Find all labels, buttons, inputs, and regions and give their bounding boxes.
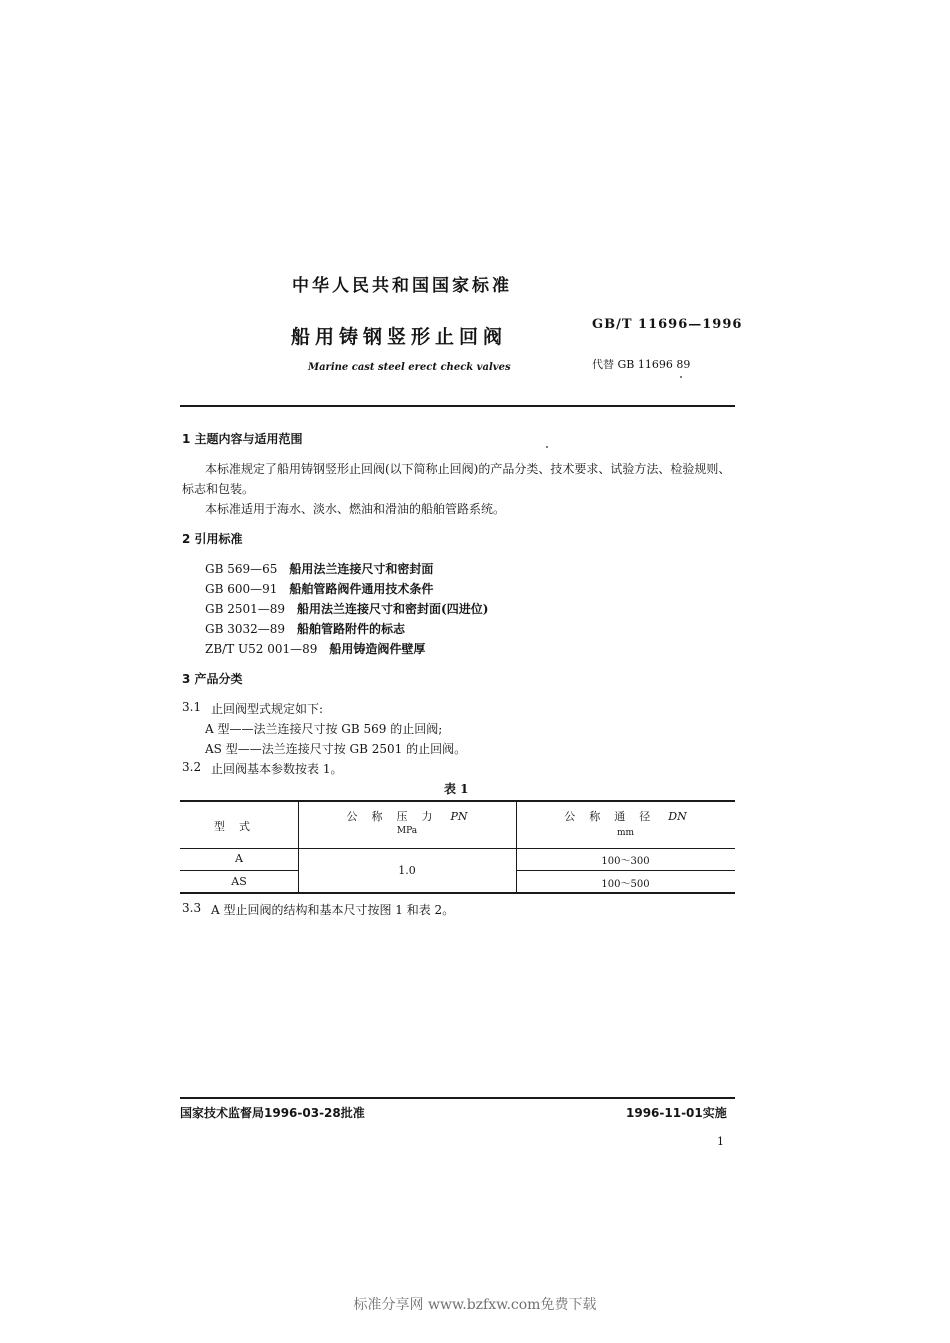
clause-3-2-text: 止回阀基本参数按表 1。 xyxy=(211,762,343,776)
clause-3-1-text: 止回阀型式规定如下: xyxy=(211,702,324,716)
table-cell-type: A xyxy=(235,852,243,865)
reference-title: 船用法兰连接尺寸和密封面(四进位) xyxy=(297,602,489,616)
clause-3-3-text: A 型止回阀的结构和基本尺寸按图 1 和表 2。 xyxy=(211,903,455,917)
table-header-diameter xyxy=(516,808,735,824)
reference-title: 船用铸造阀件壁厚 xyxy=(329,642,426,656)
reference-item xyxy=(205,580,433,597)
table-cell-nominal-pressure: 1.0 xyxy=(398,864,416,877)
footer-divider xyxy=(180,1097,735,1099)
section-1-paragraph-2: 本标准适用于海水、淡水、燃油和滑油的船舶管路系统。 xyxy=(205,502,506,516)
clause-3-1-type-a: A 型——法兰连接尺寸按 GB 569 的止回阀; xyxy=(205,722,443,736)
scan-speck xyxy=(546,446,548,448)
table-header-diameter-symbol: DN xyxy=(668,810,687,823)
table-cell-type: AS xyxy=(231,875,247,888)
table-header-rule xyxy=(180,848,735,849)
standard-title-english: Marine cast steel erect check valves xyxy=(308,362,511,373)
clause-3-3-number: 3.3 xyxy=(182,901,202,915)
approval-date: 国家技术监督局1996-03-28批准 xyxy=(180,1106,365,1120)
scan-speck xyxy=(680,376,682,378)
table-cell-nominal-diameter: 100～500 xyxy=(601,879,650,890)
reference-code: GB 600—91 xyxy=(205,582,278,596)
reference-code: GB 2501—89 xyxy=(205,602,286,616)
reference-code: GB 569—65 xyxy=(205,562,278,576)
implementation-date: 1996-11-01实施 xyxy=(626,1106,727,1120)
standard-code: GB/T 11696—1996 xyxy=(592,317,743,332)
clause-3-1-number: 3.1 xyxy=(182,700,202,714)
section-1-paragraph-1-line-2: 标志和包装。 xyxy=(182,482,255,496)
reference-title: 船用法兰连接尺寸和密封面 xyxy=(289,562,434,576)
reference-item xyxy=(205,560,433,577)
table-header-type: 型式 xyxy=(214,820,264,833)
clause-3-2-number: 3.2 xyxy=(182,760,202,774)
table-row-rule xyxy=(516,870,735,871)
table-top-rule xyxy=(180,800,735,802)
section-1-paragraph-1-line-1: 本标准规定了船用铸钢竖形止回阀(以下简称止回阀)的产品分类、技术要求、试验方法、检验规则、 xyxy=(205,462,731,476)
table-header-diameter-unit: mm xyxy=(616,828,635,838)
section-3-heading: 3 产品分类 xyxy=(182,672,243,686)
table-row-rule xyxy=(180,870,298,871)
reference-item xyxy=(205,600,488,617)
issuing-authority: 中华人民共和国国家标准 xyxy=(292,276,512,296)
reference-code: GB 3032—89 xyxy=(205,622,286,636)
reference-item xyxy=(205,620,405,637)
table-bottom-rule xyxy=(180,892,735,894)
section-2-heading: 2 引用标准 xyxy=(182,532,243,546)
table-header-pressure-unit: MPa xyxy=(396,826,418,836)
reference-code: ZB/T U52 001—89 xyxy=(205,642,318,656)
header-divider xyxy=(180,405,735,407)
clause-3-1-type-as: AS 型——法兰连接尺寸按 GB 2501 的止回阀。 xyxy=(205,742,467,756)
reference-title: 船舶管路阀件通用技术条件 xyxy=(289,582,434,596)
table-header-pressure-label: 公称压力 xyxy=(346,810,447,823)
reference-item xyxy=(205,640,425,657)
reference-title: 船舶管路附件的标志 xyxy=(297,622,406,636)
standard-title-chinese: 船用铸钢竖形止回阀 xyxy=(291,326,508,348)
table-1-caption: 表 1 xyxy=(444,782,469,796)
page-number: 1 xyxy=(717,1135,724,1148)
replaces-note: 代替 GB 11696 89 xyxy=(592,358,691,371)
table-cell-nominal-diameter: 100～300 xyxy=(601,856,650,867)
table-header-pressure xyxy=(298,808,516,824)
section-1-heading: 1 主题内容与适用范围 xyxy=(182,432,303,446)
table-header-diameter-label: 公称通径 xyxy=(564,810,665,823)
table-header-pressure-symbol: PN xyxy=(450,810,468,823)
site-watermark: 标准分享网 www.bzfxw.com免费下载 xyxy=(353,1297,597,1313)
